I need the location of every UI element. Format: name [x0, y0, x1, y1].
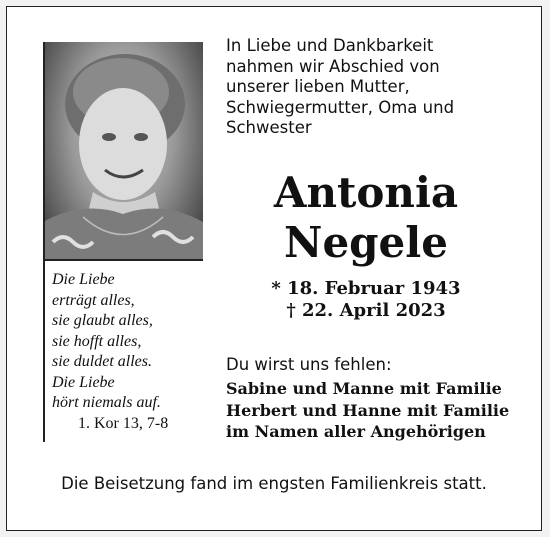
- verse-line: sie hofft alles,: [52, 332, 142, 350]
- verse-line: sie duldet alles.: [52, 353, 152, 370]
- death-date: † 22. April 2023: [286, 300, 446, 321]
- mourners-list: [226, 378, 526, 443]
- first-name: Antonia: [273, 168, 459, 217]
- intro-line: nahmen wir Abschied von: [226, 56, 440, 76]
- intro-text: [226, 36, 526, 139]
- bible-verse: [52, 270, 212, 434]
- burial-note: Die Beisetzung fand im engsten Familienkreis statt.: [61, 474, 487, 493]
- portrait-photo: [43, 42, 203, 259]
- mourner-line: im Namen aller Angehörigen: [226, 422, 486, 441]
- intro-line: unserer lieben Mutter,: [226, 77, 410, 96]
- deceased-name: [226, 168, 506, 268]
- verse-reference: 1. Kor 13, 7-8: [78, 414, 169, 432]
- verse-line: sie glaubt alles,: [52, 312, 153, 329]
- birth-date: * 18. Februar 1943: [271, 278, 461, 299]
- verse-line: Die Liebe: [52, 373, 115, 391]
- life-dates: [226, 278, 506, 322]
- mourner-line: Herbert und Hanne mit Familie: [226, 400, 510, 420]
- mourner-line: Sabine und Manne mit Familie: [226, 379, 502, 398]
- horizontal-divider: [43, 259, 203, 261]
- verse-line: hört niemals auf.: [52, 394, 161, 411]
- mourners-heading: Du wirst uns fehlen:: [226, 355, 392, 374]
- intro-line: In Liebe und Dankbarkeit: [226, 36, 434, 55]
- verse-line: erträgt alles,: [52, 291, 135, 309]
- verse-line: Die Liebe: [52, 271, 115, 288]
- intro-line: Schwiegermutter, Oma und: [226, 97, 455, 117]
- last-name: Negele: [284, 218, 448, 267]
- vertical-divider: [43, 42, 45, 442]
- intro-line: Schwester: [226, 118, 312, 137]
